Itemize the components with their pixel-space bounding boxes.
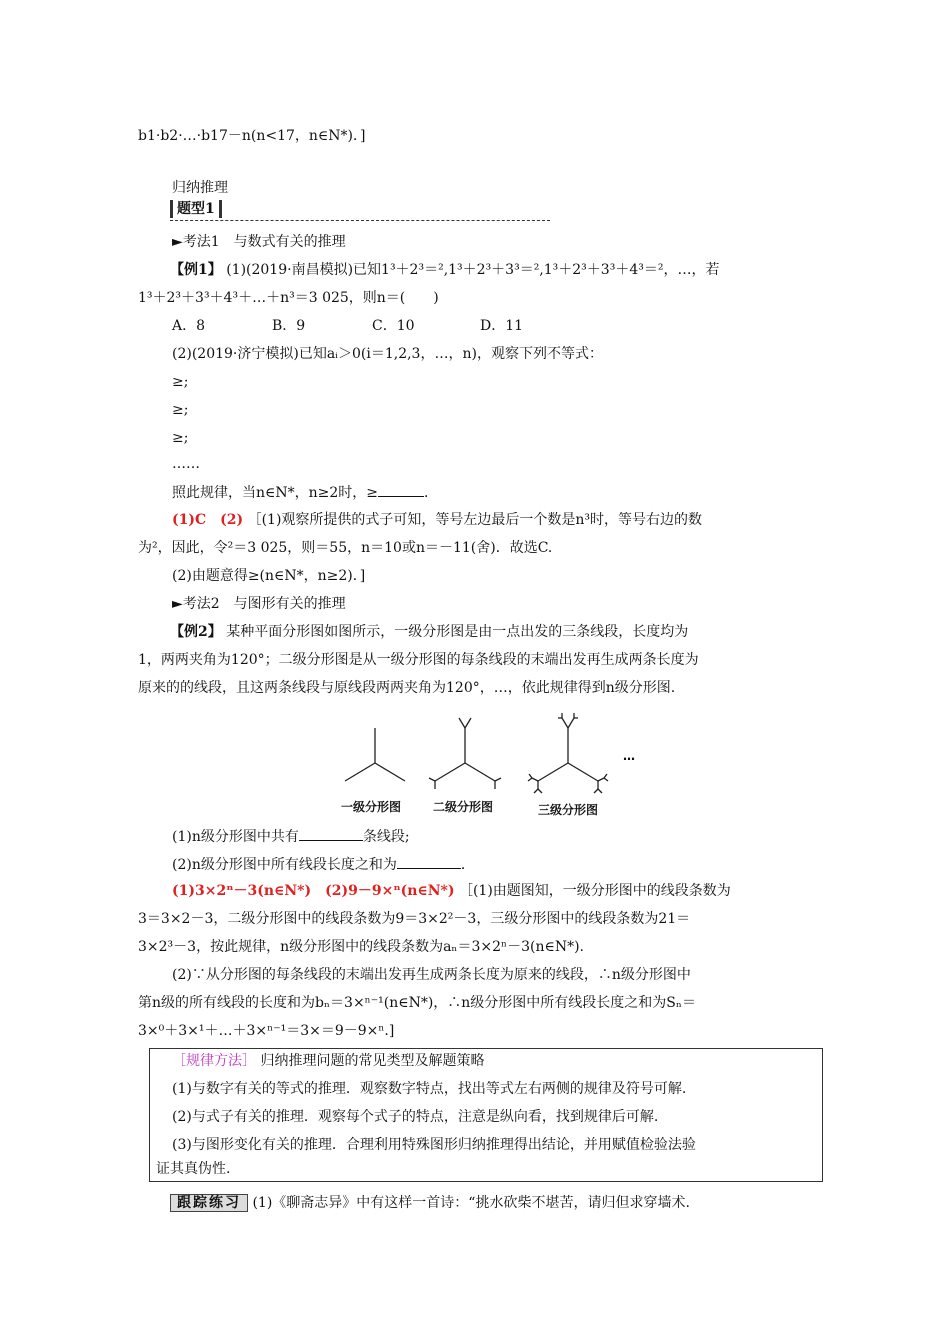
previous-answer-tail: b1·b2·…·b17－n(n<17，n∈N*)．] (138, 128, 366, 144)
figure-label-level-1: 一级分形图 (341, 800, 402, 814)
example-2-line-3: 原来的的线段，且这两条线段与原线段两两夹角为120°，…，依此规律得到n级分形图. (138, 680, 676, 696)
tracking-exercise-tag: 跟踪练习 (170, 1194, 248, 1212)
example-2-answer-line-2: 3＝3×2－3，二级分形图中的线段条数为9＝3×2²－3，三级分形图中的线段条数为21＝ (138, 911, 691, 927)
ellipsis: …… (172, 456, 200, 472)
example-1-part-2-prompt: 照此规律，当n∈N*，n≥2时，≥ ． (138, 482, 820, 503)
example-1-label: 【例1】 (170, 262, 222, 278)
example-2-answer-line-6: 3×⁰＋3×¹＋…＋3×ⁿ⁻¹＝3×＝9－9×ⁿ.] (138, 1023, 395, 1039)
section-title: 归纳推理 (172, 180, 228, 196)
answer-blank (378, 482, 424, 497)
rule-box-heading: ［规律方法］ 归纳推理问题的常见类型及解题策略 (172, 1053, 485, 1069)
example-2-answer-line-1: (1)3×2ⁿ－3(n∈N*) (2)9－9×ⁿ(n∈N*) ［(1)由题图知，一级分形图中的线段条数为 (172, 883, 731, 899)
tracking-exercise-line: 跟踪练习 (1)《聊斋志异》中有这样一首诗：“挑水砍柴不堪苦，请归但求穿墙术. (170, 1193, 820, 1213)
figure-ellipsis: … (623, 749, 635, 763)
rule-item-1: (1)与数字有关的等式的推理．观察数字特点，找出等式左右两侧的规律及符号可解. (172, 1081, 687, 1097)
fractal-figure (335, 708, 635, 818)
example-1-answer-line-3: (2)由题意得≥(n∈N*，n≥2)．] (172, 568, 366, 584)
rule-box-title: ［规律方法］ (172, 1053, 256, 1069)
figure-label-level-3: 三级分形图 (538, 803, 599, 817)
fractal-level-3 (528, 713, 608, 793)
rule-item-3-cont: 证其真伪性. (156, 1161, 231, 1177)
rule-item-3: (3)与图形变化有关的推理．合理利用特殊图形归纳推理得出结论，并用赋值检验法验 (172, 1137, 696, 1153)
example-1-answer-key: (1)C (2) (172, 512, 244, 528)
example-2-question-1: (1)n级分形图中共有 条线段; (138, 826, 820, 847)
dashed-divider (170, 220, 550, 221)
answer-blank-2 (397, 854, 461, 869)
method-2-heading: ►考法2 与图形有关的推理 (172, 596, 346, 612)
example-1-options (138, 316, 820, 336)
example-1-question-line-2: 1³＋2³＋3³＋4³＋…＋n³＝3 025，则n＝( ) (138, 290, 439, 306)
inequality-1: ≥; (172, 374, 189, 390)
example-2-answer-line-5: 第n级的所有线段的长度和为bₙ＝3×ⁿ⁻¹(n∈N*)，∴n级分形图中所有线段长度之和为Sₙ＝ (138, 995, 696, 1011)
inequality-2: ≥; (172, 402, 189, 418)
example-2-line-2: 1，两两夹角为120°；二级分形图是从一级分形图的每条线段的末端出发再生成两条长度为 (138, 652, 699, 668)
question-type-header (170, 200, 500, 218)
question-type-tag: 题型1 (170, 200, 222, 218)
rule-item-2: (2)与式子有关的推理．观察每个式子的特点，注意是纵向看，找到规律后可解. (172, 1109, 659, 1125)
figure-label-level-2: 二级分形图 (433, 800, 494, 814)
answer-blank-1 (299, 826, 363, 841)
example-2-answer-key: (1)3×2ⁿ－3(n∈N*) (2)9－9×ⁿ(n∈N*) (172, 883, 455, 899)
option-a: A．8 (172, 318, 206, 334)
inequality-3: ≥; (172, 430, 189, 446)
method-1-heading: ►考法1 与数式有关的推理 (172, 234, 346, 250)
option-b: B．9 (272, 318, 306, 334)
example-1-answer-line-2: 为²，因此，令²＝3 025，则＝55，n＝10或n＝－11(舍)．故选C. (138, 540, 553, 556)
example-2-label: 【例2】 (170, 624, 222, 640)
example-1-answer-line-1: (1)C (2) ［(1)观察所提供的式子可知，等号左边最后一个数是n³时，等号右边的数 (172, 512, 703, 528)
example-2-answer-line-3: 3×2³－3，按此规律，n级分形图中的线段条数为aₙ＝3×2ⁿ－3(n∈N*). (138, 939, 584, 955)
example-2-answer-line-4: (2)∵从分形图的每条线段的末端出发再生成两条长度为原来的线段，∴n级分形图中 (172, 967, 691, 983)
rule-method-box (149, 1048, 823, 1182)
option-d: D．11 (480, 318, 524, 334)
example-2-line-1: 【例2】 某种平面分形图如图所示，一级分形图是由一点出发的三条线段，长度均为 (170, 624, 689, 640)
example-1-question-line: 【例1】 (1)(2019·南昌模拟)已知1³＋2³＝²,1³＋2³＋3³＝²,1³＋2³＋3³＋4³＝²，…，若 (170, 262, 720, 278)
fractal-level-1 (345, 728, 405, 781)
example-1-part-2-question: (2)(2019·济宁模拟)已知aᵢ＞0(i＝1,2,3，…，n)，观察下列不等式： (172, 346, 603, 362)
fractal-level-2 (429, 718, 501, 789)
option-c: C．10 (372, 318, 415, 334)
example-2-question-2: (2)n级分形图中所有线段长度之和为 ． (138, 854, 820, 875)
